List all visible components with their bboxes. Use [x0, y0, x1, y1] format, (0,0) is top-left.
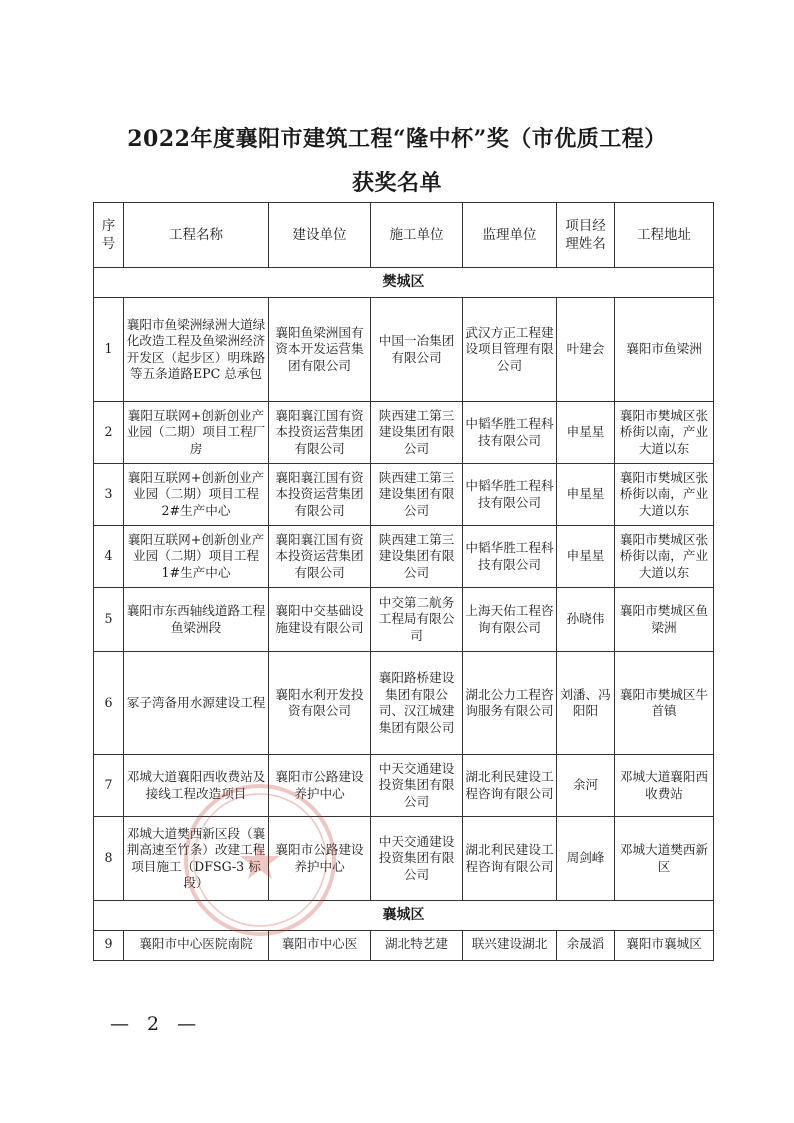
cell-contractor: 中交第二航务工程局有限公司 [371, 588, 463, 652]
cell-address: 襄阳市樊城区张桥街以南，产业大道以东 [615, 464, 714, 526]
region-row [94, 901, 714, 931]
cell-manager: 余晟滔 [557, 931, 615, 961]
cell-name: 襄阳市中心医院南院 [124, 931, 269, 961]
document-subtitle: 获奖名单 [351, 170, 442, 196]
cell-builder: 襄阳市公路建设养护中心 [269, 817, 371, 901]
cell-contractor: 中天交通建设投资集团有限公司 [371, 755, 463, 817]
table-row [94, 402, 714, 464]
cell-no: 4 [94, 526, 124, 588]
cell-no: 1 [94, 298, 124, 402]
header-manager: 项目经理姓名 [557, 203, 615, 268]
cell-name: 襄阳互联网+创新创业产业园（二期）项目工程 1#生产中心 [124, 526, 269, 588]
cell-manager: 周剑峰 [557, 817, 615, 901]
table-row [94, 588, 714, 652]
table-row [94, 526, 714, 588]
cell-supervisor: 中韬华胜工程科技有限公司 [463, 402, 557, 464]
cell-supervisor: 湖北利民建设工程咨询有限公司 [463, 817, 557, 901]
table-row [94, 298, 714, 402]
cell-manager: 申星星 [557, 464, 615, 526]
cell-no: 3 [94, 464, 124, 526]
cell-supervisor: 武汉方正工程建设项目管理有限公司 [463, 298, 557, 402]
cell-no: 9 [94, 931, 124, 961]
cell-manager: 余河 [557, 755, 615, 817]
cell-supervisor: 湖北公力工程咨询服务有限公司 [463, 652, 557, 755]
cell-no: 6 [94, 652, 124, 755]
table-row [94, 931, 714, 961]
cell-supervisor: 上海天佑工程咨询有限公司 [463, 588, 557, 652]
cell-manager: 孙晓伟 [557, 588, 615, 652]
cell-builder: 襄阳鱼梁洲国有资本开发运营集团有限公司 [269, 298, 371, 402]
table-row [94, 755, 714, 817]
table-header-row [94, 203, 714, 268]
cell-name: 襄阳市鱼梁洲绿洲大道绿化改造工程及鱼梁洲经济开发区（起步区）明珠路等五条道路EPC 总承包 [124, 298, 269, 402]
cell-supervisor: 联兴建设湖北 [463, 931, 557, 961]
cell-manager: 刘潘、冯阳阳 [557, 652, 615, 755]
header-address: 工程地址 [615, 203, 714, 268]
cell-address: 襄阳市樊城区张桥街以南，产业大道以东 [615, 526, 714, 588]
document-title: 2022年度襄阳市建筑工程“隆中杯”奖（市优质工程） [127, 126, 667, 152]
cell-address: 襄阳市樊城区牛首镇 [615, 652, 714, 755]
cell-name: 襄阳互联网+创新创业产业园（二期）项目工程厂房 [124, 402, 269, 464]
cell-builder: 襄阳中交基础设施建设有限公司 [269, 588, 371, 652]
cell-no: 7 [94, 755, 124, 817]
table-row [94, 464, 714, 526]
cell-name: 襄阳市东西轴线道路工程鱼梁洲段 [124, 588, 269, 652]
header-supervisor: 监理单位 [463, 203, 557, 268]
cell-name: 襄阳互联网+创新创业产业园（二期）项目工程 2#生产中心 [124, 464, 269, 526]
cell-supervisor: 中韬华胜工程科技有限公司 [463, 526, 557, 588]
cell-no: 5 [94, 588, 124, 652]
cell-name: 冢子湾备用水源建设工程 [124, 652, 269, 755]
header-builder: 建设单位 [269, 203, 371, 268]
cell-name: 邓城大道襄阳西收费站及接线工程改造项目 [124, 755, 269, 817]
cell-address: 襄阳市樊城区鱼梁洲 [615, 588, 714, 652]
cell-manager: 申星星 [557, 402, 615, 464]
region-xiangcheng: 襄城区 [94, 901, 714, 931]
cell-address: 襄阳市樊城区张桥街以南，产业大道以东 [615, 402, 714, 464]
table-row [94, 817, 714, 901]
page-number: — 2 — [110, 1013, 203, 1035]
cell-builder: 襄阳市中心医 [269, 931, 371, 961]
header-no: 序号 [94, 203, 124, 268]
cell-manager: 申星星 [557, 526, 615, 588]
cell-builder: 襄阳水利开发投资有限公司 [269, 652, 371, 755]
table-row [94, 652, 714, 755]
cell-address: 襄阳市鱼梁洲 [615, 298, 714, 402]
cell-address: 邓城大道樊西新区 [615, 817, 714, 901]
cell-builder: 襄阳襄江国有资本投资运营集团有限公司 [269, 464, 371, 526]
region-row [94, 268, 714, 298]
cell-builder: 襄阳市公路建设养护中心 [269, 755, 371, 817]
region-fancheng: 樊城区 [94, 268, 714, 298]
cell-contractor: 襄阳路桥建设集团有限公司、汉江城建集团有限公司 [371, 652, 463, 755]
cell-supervisor: 中韬华胜工程科技有限公司 [463, 464, 557, 526]
cell-builder: 襄阳襄江国有资本投资运营集团有限公司 [269, 402, 371, 464]
cell-no: 8 [94, 817, 124, 901]
cell-contractor: 陕西建工第三建设集团有限公司 [371, 526, 463, 588]
cell-contractor: 湖北特艺建 [371, 931, 463, 961]
cell-contractor: 陕西建工第三建设集团有限公司 [371, 402, 463, 464]
cell-supervisor: 湖北利民建设工程咨询有限公司 [463, 755, 557, 817]
cell-builder: 襄阳襄江国有资本投资运营集团有限公司 [269, 526, 371, 588]
header-contractor: 施工单位 [371, 203, 463, 268]
header-name: 工程名称 [124, 203, 269, 268]
awards-table [93, 202, 714, 961]
cell-address: 襄阳市襄城区 [615, 931, 714, 961]
cell-contractor: 中天交通建设投资集团有限公司 [371, 817, 463, 901]
cell-name: 邓城大道樊西新区段（襄荆高速至竹条）改建工程项目施工（DFSG-3 标段） [124, 817, 269, 901]
cell-contractor: 中国一冶集团有限公司 [371, 298, 463, 402]
cell-no: 2 [94, 402, 124, 464]
cell-address: 邓城大道襄阳西收费站 [615, 755, 714, 817]
cell-manager: 叶建会 [557, 298, 615, 402]
cell-contractor: 陕西建工第三建设集团有限公司 [371, 464, 463, 526]
